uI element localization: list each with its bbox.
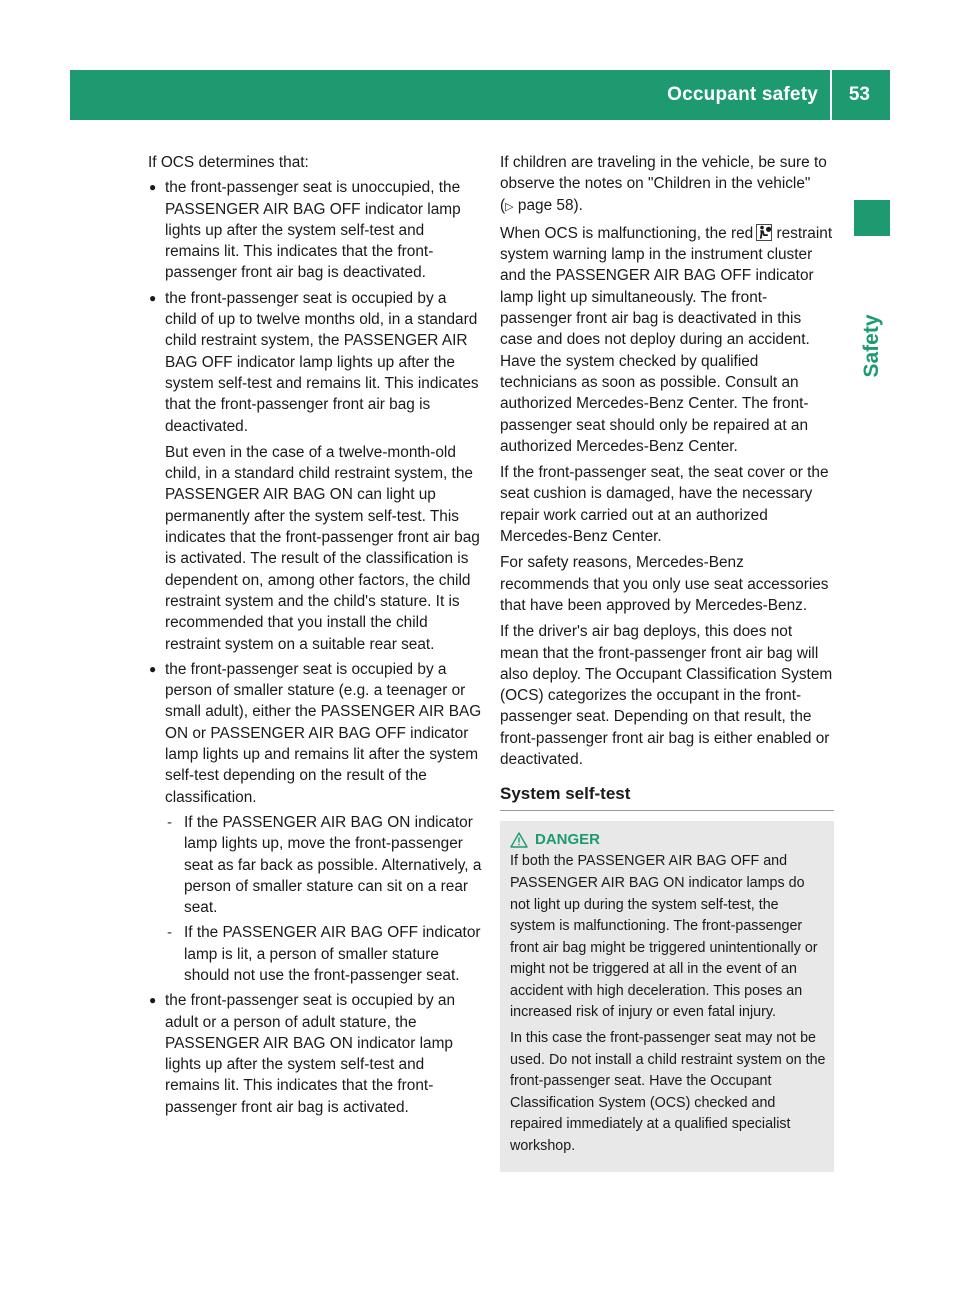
sub-list-item	[165, 812, 482, 918]
side-tab-label: Safety	[860, 314, 883, 378]
right-column	[500, 152, 834, 1172]
danger-title: DANGER	[535, 831, 601, 849]
bullet-extra-text: But even in the case of a twelve-month-old child, in a standard child restraint system, the PASSENGER AIR BAG ON can light up permanently after the system self-test. This indicates that the front-passenger front air bag is activated. The result of the classification is dependent on, among other factors, the child restraint system and the child's stature. It is recommended that you install the child restraint system on a suitable rear seat.	[165, 443, 480, 653]
bullet-list	[148, 177, 482, 1118]
danger-text: In this case the front-passenger seat may not be used. Do not install a child restraint system on the front-passenger seat. Have the Occupant Classification System (OCS) checked and repaired immediately at a qualified specialist workshop.	[510, 1030, 826, 1155]
page-ref-arrow-icon: ▷	[505, 200, 514, 213]
warning-triangle-icon	[510, 832, 528, 848]
section-marker	[854, 200, 890, 236]
sub-item-text: If the PASSENGER AIR BAG ON indicator lamp lights up, move the front-passenger seat as far back as possible. Alternatively, a person of smaller stature can sit on a rear seat.	[184, 813, 482, 917]
children-note-end: ).	[573, 196, 583, 214]
side-tab	[852, 306, 892, 386]
sub-item-text: If the PASSENGER AIR BAG OFF indicator lamp is lit, a person of smaller stature should not use the front-passenger seat.	[184, 924, 481, 984]
dash-icon: -	[167, 813, 172, 831]
bullet-icon: ●	[149, 180, 157, 195]
danger-box	[500, 821, 834, 1171]
airbag-warning-lamp-icon	[756, 224, 772, 241]
bullet-text: the front-passenger seat is unoccupied, the PASSENGER AIR BAG OFF indicator lamp lights up after the system self-test and remains lit. This indicates that the front-passenger front air bag is deactivated.	[165, 179, 461, 282]
accessories-note: For safety reasons, Mercedes-Benz recommends that you only use seat accessories that have been approved by Mercedes-Benz.	[500, 554, 829, 614]
children-note	[500, 152, 834, 218]
list-item	[148, 288, 482, 655]
page-reference-link[interactable]: page 58	[517, 196, 574, 214]
list-item	[148, 659, 482, 986]
dash-icon: -	[167, 924, 172, 942]
left-column	[148, 152, 482, 1122]
intro-text: If OCS determines that:	[148, 154, 309, 171]
children-note-text: If children are traveling in the vehicle, be sure to observe the notes on "Children in the vehicle" (	[500, 154, 827, 214]
bullet-text: the front-passenger seat is occupied by a person of smaller stature (e.g. a teenager or small adult), either the PASSENGER AIR BAG ON or PASSENGER AIR BAG OFF indicator lamp lights up and remains lit after the system self-test depending on the result of the classification.	[165, 660, 482, 806]
list-item	[148, 177, 482, 283]
bullet-icon: ●	[149, 993, 157, 1008]
chapter-title: Occupant safety	[667, 84, 818, 105]
malfunction-note-body: restraint system warning lamp in the instrument cluster and the PASSENGER AIR BAG OFF indicator lamp light up simultaneously. The front-passenger front air bag is deactivated in this case and does not deploy during an accident. Have the system checked by qualified technicians as soon as possible. Consult an authorized Mercedes-Benz Center. The front-passenger seat should only be repaired at an authorized Mercedes-Benz Center.	[500, 224, 833, 455]
header-divider	[830, 70, 832, 120]
bullet-icon: ●	[149, 661, 157, 676]
deploy-note: If the driver's air bag deploys, this does not mean that the front-passenger front air bag will also deploy. The Occupant Classification System (OCS) categorizes the occupant in the front-passenger seat. Depending on that result, the front-passenger front air bag is either enabled or deactivated.	[500, 623, 833, 769]
list-item	[148, 990, 482, 1118]
damage-note: If the front-passenger seat, the seat cover or the seat cushion is damaged, have the necessary repair work carried out at an authorized Mercedes-Benz Center.	[500, 464, 829, 546]
danger-text: If both the PASSENGER AIR BAG OFF and PASSENGER AIR BAG ON indicator lamps do not light up during the system self-test, the system is malfunctioning. The front-passenger front air bag might be triggered unintentionally or might not be triggered at all in the event of an accident with high deceleration. This poses an increased risk of injury or even fatal injury.	[510, 853, 818, 1021]
page-number: 53	[848, 84, 870, 105]
page-header	[70, 70, 890, 120]
malfunction-note	[500, 223, 834, 457]
bullet-text: the front-passenger seat is occupied by an adult or a person of adult stature, the PASSENGER AIR BAG ON indicator lamp lights up after the system self-test and remains lit. This indicates that the front-passenger front air bag is activated.	[165, 992, 456, 1116]
sub-list-item	[165, 922, 482, 986]
bullet-text: the front-passenger seat is occupied by a child of up to twelve months old, in a standard child restraint system, the PASSENGER AIR BAG OFF indicator lamp lights up after the system self-test and remains lit. This indicates that the front-passenger front air bag is deactivated.	[165, 289, 479, 435]
section-heading: System self-test	[500, 784, 834, 811]
malfunction-note-lead: When OCS is malfunctioning, the red	[500, 224, 754, 242]
sub-list	[165, 812, 482, 986]
danger-header	[510, 831, 826, 848]
bullet-icon: ●	[149, 290, 157, 305]
